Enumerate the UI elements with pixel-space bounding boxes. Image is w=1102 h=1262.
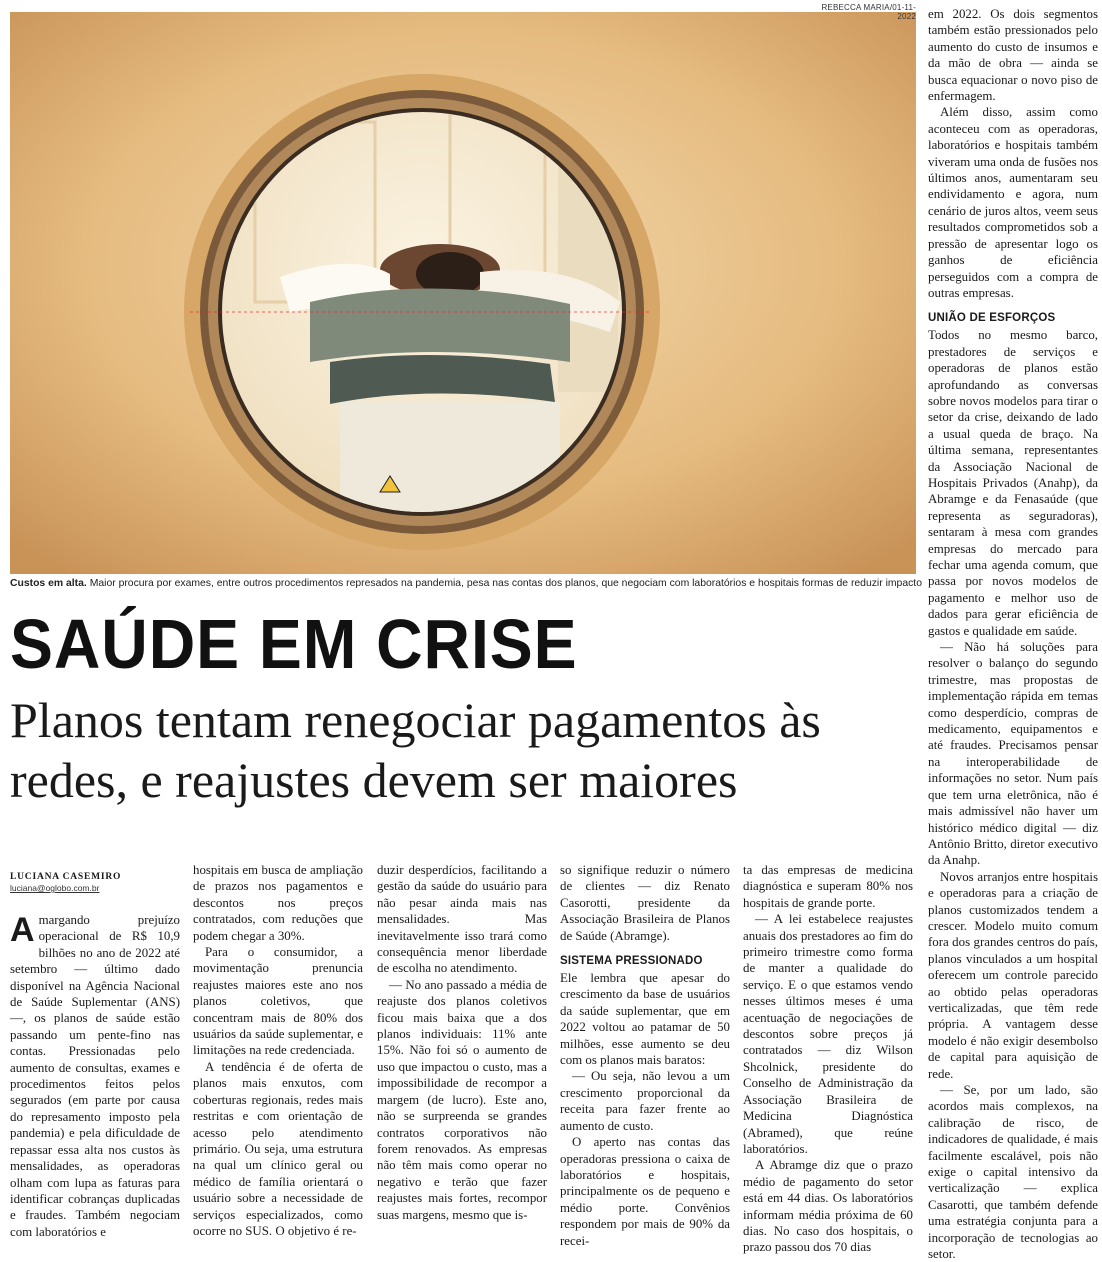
- column-6: [928, 6, 1098, 1262]
- byline: [10, 872, 180, 893]
- column-2: [193, 862, 363, 1239]
- caption-text: Maior procura por exames, entre outros procedimentos represados na pandemia, pesa nas contas dos planos, que negociam com laboratórios e hospitais formas de reduzir impacto: [86, 578, 922, 589]
- paragraph: hospitais em busca de ampliação de prazos nos pagamentos e descontos nos preços contratados, com reduções que podem chegar a 30%.: [193, 863, 363, 943]
- paragraph: Além disso, assim como aconteceu com as operadoras, laboratórios e hospitais também viveram uma onda de fusões nos últimos anos, aumentaram seu endividamento e agora, num cenário de juros altos, veem seus resultados comprometidos sob a pressão de apresentar logo os ganhos de eficiência perseguidos com a compra de outras empresas.: [928, 105, 1098, 300]
- drop-cap: A: [10, 911, 35, 949]
- headline: SAÚDE EM CRISE: [10, 605, 578, 683]
- column-5: [743, 862, 913, 1256]
- column-4: [560, 862, 730, 1249]
- paragraph: em 2022. Os dois segmentos também estão pressionados pelo aumento do custo de insumos e da mão de obra — ainda se busca equacionar o novo piso de enfermagem.: [928, 7, 1098, 104]
- subheadline: Planos tentam renegociar pagamentos às redes, e reajustes devem ser maiores: [10, 692, 821, 808]
- mri-scan-illustration: [10, 12, 916, 574]
- paragraph: Amargando prejuízo operacional de R$ 10,9 bilhões no ano de 2022 até setembro — último dado disponível na Agência Nacional de Saúde Suplementar (ANS) —, os planos de saúde estão passando um pente-fino nas contas. Pressionadas pelo aumento de consultas, exames e procedimentos feitos pelos segurados (em parte por causa do represamento imposto pela pandemia) e pela dificuldade de repassar essa alta nos custos às mensalidades, as operadoras olham com lupa as faturas para identificar cobranças duplicadas e fraudes. Também negociam com laboratórios e: [10, 911, 180, 1239]
- paragraph: — A lei estabelece reajustes anuais dos prestadores ao fim do primeiro trimestre como forma de manter a qualidade do serviço. E o que estamos vendo nesses últimos meses é uma acentuação de negociações de descontos sobre preços já contratados — diz Wilson Shcolnick, presidente do Conselho de Administração da Associação Brasileira de Medicina Diagnóstica (Abramed), que reúne laboratórios.: [743, 912, 913, 1156]
- paragraph: — No ano passado a média de reajuste dos planos coletivos ficou mais baixa que a dos planos individuais: 11% ante 15%. Não foi só o aumento de uso que impactou o custo, mas a impossibilidade de recompor a margem (de lucro). Este ano, não se surpreenda se grandes contratos corporativos não forem renovados. As empresas não têm mais como operar no negativo e terão que fazer reajustes mais fortes, recompor suas margens, mesmo que is-: [377, 977, 547, 1222]
- author-email[interactable]: luciana@oglobo.com.br: [10, 883, 100, 893]
- paragraph: ta das empresas de medicina diagnóstica e superam 80% nos hospitais de grande porte.: [743, 863, 913, 910]
- paragraph: — Ou seja, não levou a um crescimento proporcional da receita para fazer frente ao aumento de custo.: [560, 1069, 730, 1133]
- section-heading: UNIÃO DE ESFORÇOS: [928, 312, 1056, 325]
- paragraph: Para o consumidor, a movimentação prenuncia reajustes maiores este ano nos planos coletivos, que concentram mais de 80% dos usuários da saúde suplementar, e limitações na rede credenciada.: [193, 945, 363, 1058]
- paragraph: A tendência é de oferta de planos mais enxutos, com coberturas regionais, redes mais restritas e com orientação de acesso pelo atendimento primário. Ou seja, uma estrutura na qual um clínico geral ou médico de família orientará o usuário sobre a necessidade de serviços especializados, como ocorre no SUS. O objetivo é re-: [193, 1059, 363, 1238]
- paragraph: O aperto nas contas das operadoras pressiona o caixa de laboratórios e hospitais, principalmente os de pequeno e médio porte. Convênios respondem por mais de 90% da recei-: [560, 1135, 730, 1248]
- paragraph: — Não há soluções para resolver o balanço do segundo trimestre, mas propostas de implementação rápida em temas como desperdício, compras de medicamento, equipamentos e até fraudes. Precisamos pensar na interoperabilidade de informações no setor. Num país que tem urna eletrônica, não é mais admissível não haver um histórico médico digital — diz Antônio Britto, diretor executivo da Anahp.: [928, 640, 1098, 868]
- paragraph: so signifique reduzir o número de clientes — diz Renato Casorotti, presidente da Associação Brasileira de Planos de Saúde (Abramge).: [560, 863, 730, 943]
- author-name: LUCIANA CASEMIRO: [10, 872, 122, 882]
- paragraph: Novos arranjos entre hospitais e operadoras para a criação de planos customizados tendem a crescer. Modelo muito comum fora dos grandes centros do país, planos vinculados a um hospital oferecem um controle parecido ao obtido pelas operadoras verticalizadas, que têm rede própria. A vantagem desse modelo é não exigir desembolso de capital para aquisição de rede.: [928, 869, 1098, 1081]
- paragraph: — Se, por um lado, são acordos mais complexos, na calibração de risco, de indicadores de qualidade, é mais facilmente escalável, pois não exige o capital intensivo da verticalização — explica Casarotti, que também defende uma estratégia conjunta para a incorporação de tecnologias ao setor.: [928, 1083, 1098, 1262]
- photo-caption: [10, 578, 922, 589]
- column-1: [10, 912, 180, 1240]
- article-photo: [10, 12, 916, 574]
- paragraph: A Abramge diz que o prazo médio de pagamento do setor está em 44 dias. Os laboratórios informam média próxima de 60 dias. No caso dos hospitais, o prazo passou dos 70 dias: [743, 1158, 913, 1255]
- section-heading: SISTEMA PRESSIONADO: [560, 955, 703, 968]
- caption-label: Custos em alta.: [10, 578, 87, 589]
- paragraph: Todos no mesmo barco, prestadores de serviços e operadoras de planos estão aprofundando as conversas sobre novos modelos para tirar o setor da crise, deixando de lado a usual queda de braço. Na última semana, representantes da Associação Nacional de Hospitais Privados (Anahp), da Abramge e da Fenasaúde (que representa as seguradoras), sentaram à mesa com grandes empresas do mercado para fechar uma agenda comum, que passa por novos modelos de pagamento e melhor uso de dados para gerar eficiência de gastos e qualidade em saúde.: [928, 328, 1098, 638]
- column-3: [377, 862, 547, 1223]
- paragraph: Ele lembra que apesar do crescimento da base de usuários da saúde suplementar, que em 2022 voltou ao patamar de 50 milhões, esse aumento se deu com os planos mais baratos:: [560, 971, 730, 1068]
- paragraph: duzir desperdícios, facilitando a gestão da saúde do usuário para não pesar ainda mais nas mensalidades. Mas inevitavelmente isso trará como consequência menor liberdade de escolha no atendimento.: [377, 863, 547, 976]
- photo-credit: REBECCA MARIA/01-11-2022: [821, 3, 916, 21]
